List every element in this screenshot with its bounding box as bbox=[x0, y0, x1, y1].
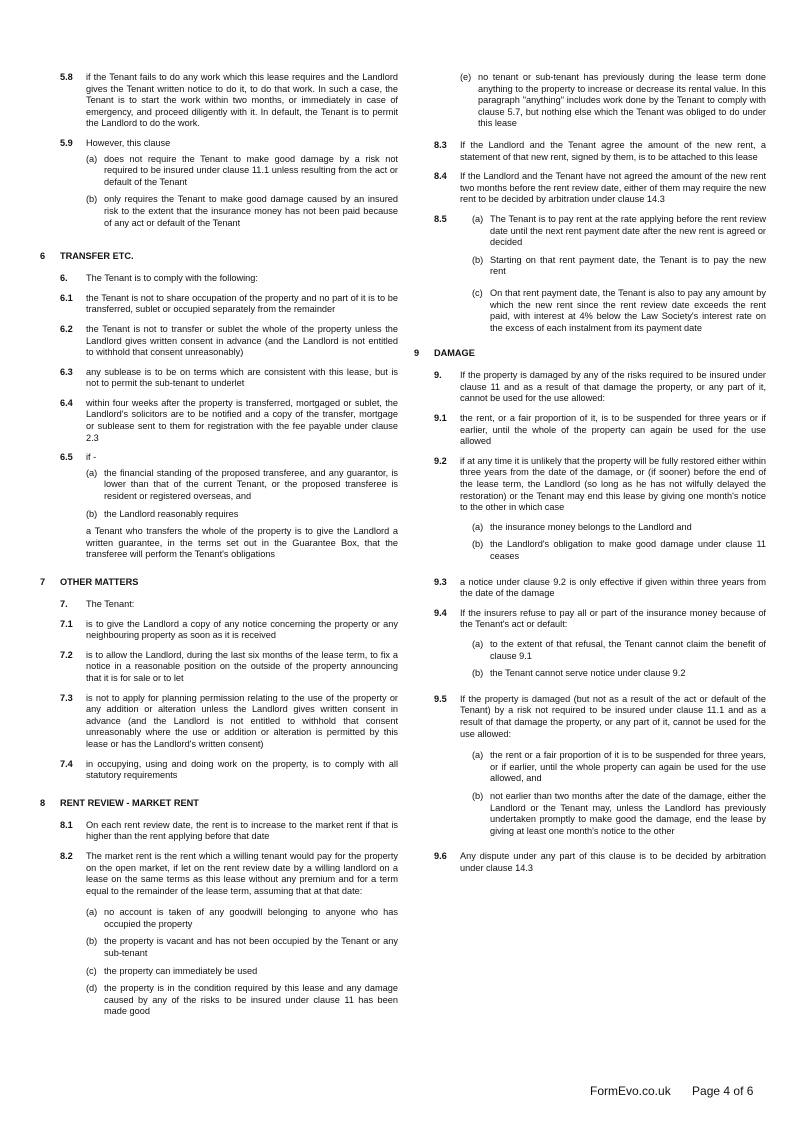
subclause-c bbox=[472, 288, 766, 334]
clause-8-3 bbox=[414, 140, 766, 163]
clause-6-1 bbox=[40, 293, 398, 316]
clause-8-4 bbox=[414, 171, 766, 206]
subclause-label: (b) bbox=[472, 539, 484, 550]
clause-text: If the property is damaged by any of the risks required to be insured under clause 11 and as a result of that damage the property, or any part of it, cannot be used for the use allowed: bbox=[460, 370, 766, 404]
clause-text: Any dispute under any part of this clause is to be decided by arbitration under clause 14.3 bbox=[460, 851, 766, 873]
clause-number: 9.6 bbox=[434, 851, 447, 862]
subclause-text: the property is in the condition required by this lease and any damage caused by any of the risks to be insured under clause 11 has been made good bbox=[104, 983, 398, 1017]
clause-text: is not to apply for planning permission relating to the use of the property or any addition or alteration unless the Landlord gives written consent in advance (and the Landlord is not entitled to withhold that consent unreasonably where the use or addition or alteration is permitted by this lease or has the Landlord's written consent) bbox=[86, 692, 398, 749]
clause-text: if - bbox=[86, 452, 97, 463]
clause-9 bbox=[414, 370, 766, 405]
clause-text: in occupying, using and doing work on the property, is to comply with all statutory requirements bbox=[86, 758, 398, 781]
clause-text: a notice under clause 9.2 is only effective if given within three years from the date of the damage bbox=[460, 576, 766, 599]
clause-9-1 bbox=[414, 413, 766, 448]
page-footer bbox=[590, 1084, 771, 1098]
clause-number: 6. bbox=[60, 273, 68, 284]
clause-tail-text: a Tenant who transfers the whole of the property is to give the Landlord a written guarantee, in the terms set out in the Guarantee Box, that the transferee will perform the Tenant's obligations bbox=[86, 526, 398, 560]
clause-6-2 bbox=[40, 324, 398, 359]
clause-number: 8.2 bbox=[60, 850, 73, 861]
clause-text: If the property is damaged (but not as a result of the act or default of the Tenant) by a risk not required to be insured under clause 11.1 and as a result of that damage the property, or any part of it, cannot be used for the use allowed: bbox=[460, 693, 766, 739]
footer-page-number: Page 4 of 6 bbox=[692, 1084, 754, 1098]
clause-9-5 bbox=[414, 694, 766, 844]
subclause-b bbox=[86, 194, 398, 229]
clause-8-2 bbox=[40, 851, 398, 1024]
clause-text: The Tenant: bbox=[86, 599, 135, 609]
clause-number: 6.2 bbox=[60, 323, 73, 334]
subclause-text: the insurance money belongs to the Landlord and bbox=[490, 521, 692, 532]
section-number: 9 bbox=[414, 348, 420, 359]
section-title: OTHER MATTERS bbox=[60, 577, 139, 587]
subclause-label: (b) bbox=[472, 668, 484, 679]
section-heading-9 bbox=[414, 348, 766, 358]
footer-site: FormEvo.co.uk bbox=[590, 1084, 671, 1098]
clause-text: If the Landlord and the Tenant agree the amount of the new rent, a statement of that new rent, signed by them, is to be attached to this lease bbox=[460, 139, 766, 162]
subclause-text: the Landlord reasonably requires bbox=[104, 508, 239, 519]
section-title: DAMAGE bbox=[434, 348, 475, 359]
clause-9-4 bbox=[414, 608, 766, 686]
subclause-e bbox=[460, 72, 766, 130]
clause-number: 6.3 bbox=[60, 366, 73, 377]
subclause-text: the Tenant cannot serve notice under clause 9.2 bbox=[490, 668, 686, 679]
subclause-b bbox=[472, 668, 766, 680]
subclause-label: (a) bbox=[472, 638, 484, 649]
subclause-b bbox=[472, 791, 766, 837]
subclause-label: (d) bbox=[86, 983, 98, 994]
clause-9-2 bbox=[414, 456, 766, 569]
subclause-text: The Tenant is to pay rent at the rate applying before the rent review date until the next rent payment date after the new rent is agreed or decided bbox=[490, 213, 766, 248]
subclause-b bbox=[472, 539, 766, 562]
subclause-label: (a) bbox=[86, 153, 98, 164]
clause-6-3 bbox=[40, 367, 398, 390]
subclause-label: (a) bbox=[86, 907, 98, 918]
subclause-label: (b) bbox=[86, 508, 98, 519]
subclause-text: to the extent of that refusal, the Tenant cannot claim the benefit of clause 9.1 bbox=[490, 638, 766, 661]
clause-7 bbox=[40, 599, 398, 611]
subclause-label: (a) bbox=[472, 521, 484, 532]
clause-number: 7.4 bbox=[60, 758, 73, 769]
clause-number: 9.2 bbox=[434, 455, 447, 466]
clause-8-5 bbox=[414, 214, 766, 340]
clause-7-1 bbox=[40, 619, 398, 642]
subclause-label: (c) bbox=[86, 965, 97, 976]
clause-number: 5.8 bbox=[60, 72, 73, 82]
clause-text: if the Tenant fails to do any work which this lease requires and the Landlord gives the Tenant written notice to do it, to do that work. In such a case, the Tenant is to start the work within two months, or immediately in case of emergency, and proceed diligently with it. In default, the Tenant is to permit the Landlord to do the work. bbox=[86, 72, 398, 129]
section-heading-6 bbox=[40, 251, 398, 261]
clause-number: 6.5 bbox=[60, 452, 73, 463]
subclause-text: no tenant or sub-tenant has previously during the lease term done anything to the property to increase or decrease its rental value. In this paragraph "anything" includes work done by the Tenant to comply with clause 5.7, but nothing else which the Tenant was obliged to do under this lease bbox=[478, 72, 766, 129]
clause-number: 9.1 bbox=[434, 413, 447, 424]
clause-number: 9.3 bbox=[434, 576, 447, 587]
subclause-text: Starting on that rent payment date, the Tenant is to pay the new rent bbox=[490, 254, 766, 277]
subclause-a bbox=[472, 522, 766, 534]
subclause-a bbox=[86, 907, 398, 930]
subclause-text: the property can immediately be used bbox=[104, 965, 258, 976]
subclause-label: (b) bbox=[472, 790, 484, 801]
clause-number: 7.3 bbox=[60, 692, 73, 703]
right-column bbox=[414, 72, 766, 882]
clause-number: 5.9 bbox=[60, 137, 73, 148]
subclause-label: (b) bbox=[86, 194, 98, 205]
clause-text: is to give the Landlord a copy of any notice concerning the property or any neighbouring property as soon as it is received bbox=[86, 618, 398, 641]
clause-text: within four weeks after the property is transferred, mortgaged or sublet, the Landlord's solicitors are to be notified and a copy of the transfer, mortgage or sublease sent to them for registration with the fee payable under clause 2.3 bbox=[86, 397, 398, 443]
subclause-text: no account is taken of any goodwill belonging to anyone who has occupied the property bbox=[104, 907, 398, 929]
clause-number: 8.1 bbox=[60, 819, 73, 830]
clause-number: 9.4 bbox=[434, 607, 447, 618]
clause-text: On each rent review date, the rent is to increase to the market rent if that is higher than the rent applying before that date bbox=[86, 819, 398, 842]
subclause-a bbox=[86, 468, 398, 503]
subclause-b bbox=[86, 936, 398, 959]
subclause-text: the financial standing of the proposed transferee, and any guarantor, is lower than that of the current Tenant, or the proposed transferee is resident or registered overseas, and bbox=[104, 467, 398, 502]
clause-text: if at any time it is unlikely that the property will be fully restored either within three years from the date of the damage, or (if sooner) before the end of the lease term, the Landlord (so long as he has not wilfully delayed the restoration) or the Tenant may end this lease by giving one month's notice to the other in which case bbox=[460, 455, 766, 513]
subclause-label: (e) bbox=[460, 72, 472, 82]
subclause-a bbox=[472, 750, 766, 785]
clause-9-3 bbox=[414, 577, 766, 600]
clause-7-4 bbox=[40, 759, 398, 782]
section-title: RENT REVIEW - MARKET RENT bbox=[60, 797, 199, 808]
clause-number: 8.5 bbox=[434, 213, 447, 224]
subclause-a bbox=[472, 214, 766, 249]
clause-text: the Tenant is not to share occupation of the property and no part of it is to be transferred, sublet or occupied separately from the remainder bbox=[86, 292, 398, 315]
clause-6-5 bbox=[40, 452, 398, 561]
clause-number: 6.4 bbox=[60, 397, 73, 408]
subclause-label: (b) bbox=[472, 254, 484, 265]
clause-text: The market rent is the rent which a willing tenant would pay for the property on the open market, if let on the rent review date by a willing landlord on a lease on the same terms as this lease without any premium and for a term equal to the remainder of the lease term, assuming that at that date: bbox=[86, 850, 398, 896]
subclause-a bbox=[472, 639, 766, 662]
section-heading-8 bbox=[40, 798, 398, 808]
subclause-text: the rent or a fair proportion of it is to be suspended for three years, or if earlier, until the whole property can again be used for the use allowed, and bbox=[490, 750, 766, 784]
subclause-b bbox=[86, 509, 398, 521]
clause-number: 9. bbox=[434, 370, 442, 381]
clause-6-4 bbox=[40, 398, 398, 444]
subclause-label: (a) bbox=[472, 750, 484, 761]
subclause-b bbox=[472, 255, 766, 278]
clause-5-8 bbox=[40, 72, 398, 130]
subclause-label: (b) bbox=[86, 936, 98, 947]
clause-number: 7. bbox=[60, 599, 68, 609]
section-number: 7 bbox=[40, 577, 46, 587]
clause-7-3 bbox=[40, 693, 398, 751]
left-column bbox=[40, 72, 398, 1032]
clause-number: 7.1 bbox=[60, 618, 73, 629]
section-number: 6 bbox=[40, 251, 46, 262]
clause-9-6 bbox=[414, 851, 766, 874]
clause-text: the rent, or a fair proportion of it, is to be suspended for three years or if earlier, until the whole of the property can again be used for the use allowed bbox=[460, 413, 766, 447]
subclause-text: not earlier than two months after the date of the damage, either the Landlord or the Tenant may, unless the Landlord has previously undertaken promptly to make good the damage, end the lease by giving at least one month's notice to the other bbox=[490, 790, 766, 836]
clause-number: 6.1 bbox=[60, 292, 73, 303]
subclause-text: On that rent payment date, the Tenant is also to pay any amount by which the new rent since the rent review date exceeds the rent paid, with interest at 4% below the Law Society's interest rate on the excess of each instalment from its payment date bbox=[490, 287, 766, 333]
clause-text: The Tenant is to comply with the following: bbox=[86, 273, 258, 284]
clause-number: 7.2 bbox=[60, 649, 73, 660]
subclause-text: does not require the Tenant to make good damage by a risk not required to be insured under clause 11.1 unless resulting from the act or default of the Tenant bbox=[104, 153, 398, 187]
clause-text: the Tenant is not to transfer or sublet the whole of the property unless the Landlord gives written consent in advance (and the Landlord is not entitled to withhold that consent unreasonably) bbox=[86, 323, 398, 358]
clause-text: However, this clause bbox=[86, 137, 171, 148]
clause-text: any sublease is to be on terms which are consistent with this lease, but is not to permit the sub-tenant to underlet bbox=[86, 366, 398, 389]
clause-8-1 bbox=[40, 820, 398, 843]
subclause-c bbox=[86, 966, 398, 978]
clause-number: 8.3 bbox=[434, 139, 447, 150]
section-heading-7 bbox=[40, 577, 398, 587]
clause-number: 9.5 bbox=[434, 693, 447, 704]
subclause-label: (a) bbox=[86, 467, 98, 478]
subclause-label: (c) bbox=[472, 287, 483, 298]
clause-number: 8.4 bbox=[434, 171, 447, 182]
clause-text: If the insurers refuse to pay all or part of the insurance money because of the Tenant's act or default: bbox=[460, 607, 766, 630]
clause-5-9 bbox=[40, 138, 398, 235]
subclause-text: the property is vacant and has not been occupied by the Tenant or any sub-tenant bbox=[104, 936, 398, 959]
section-title: TRANSFER ETC. bbox=[60, 251, 134, 262]
subclause-d bbox=[86, 983, 398, 1018]
subclause-text: the Landlord's obligation to make good damage under clause 11 ceases bbox=[490, 539, 766, 561]
subclause-text: only requires the Tenant to make good damage caused by an insured risk to the extent that the insurance money has not been paid because of any act or default of the Tenant bbox=[104, 194, 398, 228]
clause-6 bbox=[40, 273, 398, 285]
clause-text: If the Landlord and the Tenant have not agreed the amount of the new rent two months before the rent review date, either of them may require the new rent to be decided by arbitration under clause 14.3 bbox=[460, 171, 766, 205]
subclause-a bbox=[86, 154, 398, 189]
clause-7-2 bbox=[40, 650, 398, 685]
clause-text: is to allow the Landlord, during the last six months of the lease term, to fix a notice in a reasonable position on the outside of the property announcing that it is for sale or to let bbox=[86, 649, 398, 683]
subclause-label: (a) bbox=[472, 213, 484, 224]
section-number: 8 bbox=[40, 797, 46, 808]
